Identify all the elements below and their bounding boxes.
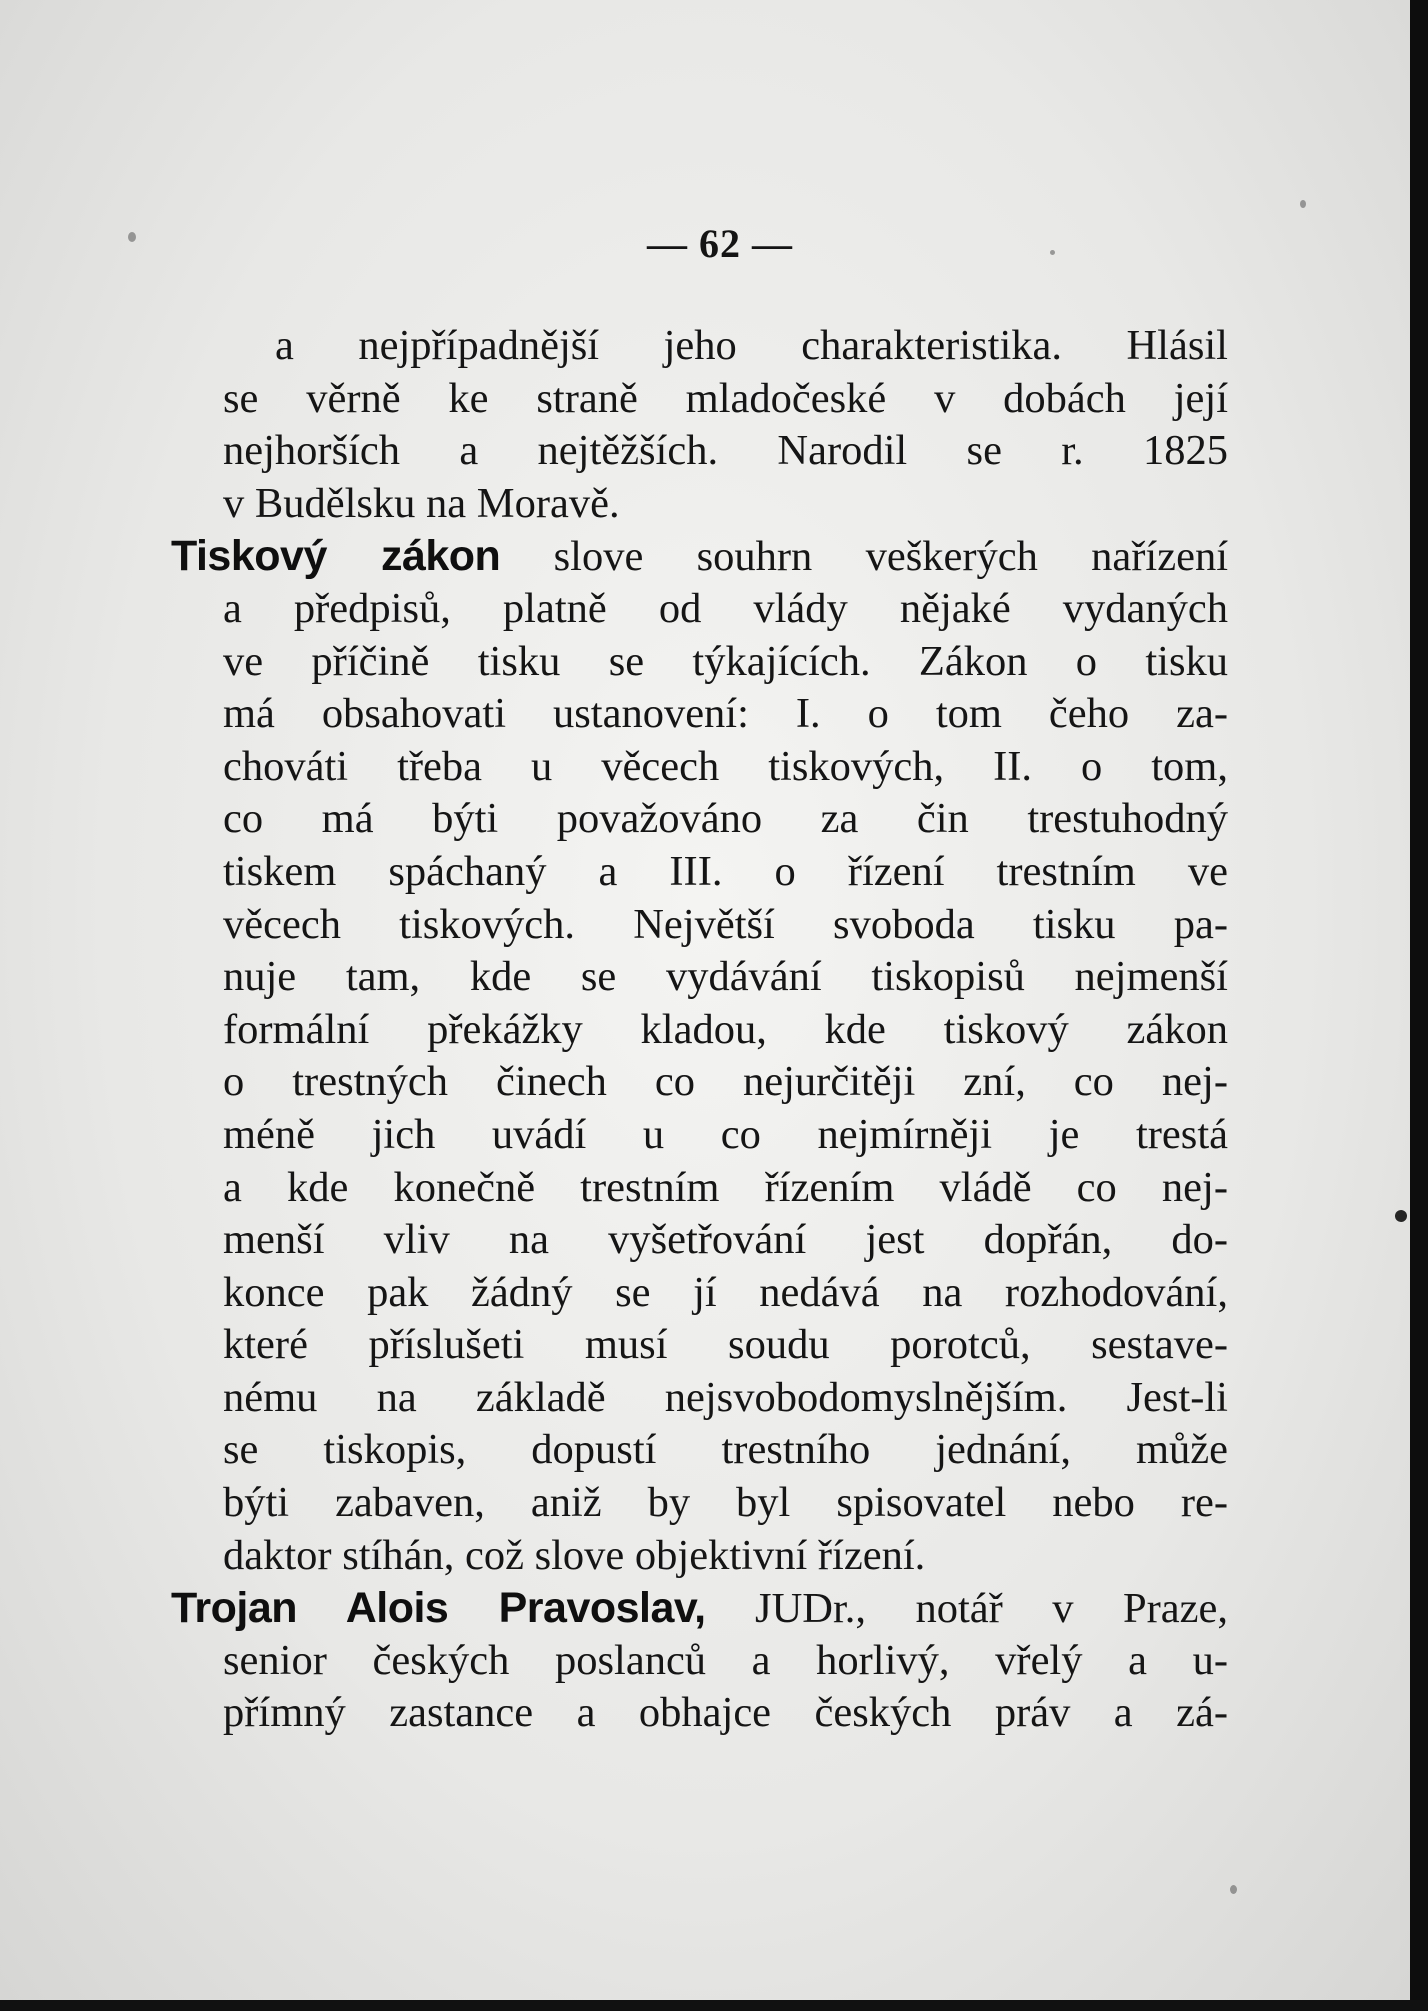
text-line: má obsahovati ustanovení: I. o tom čeho za- <box>223 690 1228 738</box>
text-line: daktor stíhán, což slove objektivní řízení. <box>223 1531 926 1579</box>
text-line: chováti třeba u věcech tiskových, II. o tom, <box>223 742 1228 790</box>
scan-edge-right <box>1410 0 1428 2011</box>
text-line: formální překážky kladou, kde tiskový zákon <box>223 1005 1228 1053</box>
text-line: a nejpřípadnější jeho charakteristika. Hlásil <box>275 322 1228 369</box>
text-line: se tiskopis, dopustí trestního jednání, může <box>223 1426 1228 1474</box>
text-line: menší vliv na vyšetřování jest dopřán, do- <box>223 1216 1228 1264</box>
body-text <box>171 320 1228 1740</box>
text-line: které příslušeti musí soudu porotců, sestave- <box>223 1321 1228 1369</box>
entry-headword: Trojan Alois Pravoslav, <box>171 1584 706 1633</box>
entry-first-line <box>171 1582 1228 1635</box>
text-line: v Budělsku na Moravě. <box>223 479 620 527</box>
print-speck <box>1050 250 1055 255</box>
entry-first-line-rest: slove souhrn veškerých nařízení <box>500 533 1228 581</box>
page-number: — 62 — <box>647 221 793 266</box>
entry-first-line-rest: JUDr., notář v Praze, <box>705 1585 1228 1633</box>
text-line: tiskem spáchaný a III. o řízení trestním ve <box>223 847 1228 895</box>
text-line: méně jich uvádí u co nejmírněji je trestá <box>223 1110 1228 1158</box>
text-line: přímný zastance a obhajce českých práv a zá- <box>223 1689 1228 1737</box>
print-speck <box>128 232 136 242</box>
text-line: a předpisů, platně od vlády nějaké vydaných <box>223 584 1228 632</box>
text-line: se věrně ke straně mladočeské v dobách její <box>223 374 1228 422</box>
text-line: o trestných činech co nejurčitěji zní, co nej- <box>223 1058 1228 1106</box>
entry-headword: Tiskový zákon <box>171 532 501 581</box>
text-line: senior českých poslanců a horlivý, vřelý a u- <box>223 1636 1228 1684</box>
print-speck <box>1300 200 1306 208</box>
text-line: ve příčině tisku se týkajících. Zákon o tisku <box>223 637 1228 685</box>
text-line: věcech tiskových. Největší svoboda tisku pa- <box>223 900 1228 948</box>
text-line: co má býti považováno za čin trestuhodný <box>223 795 1228 843</box>
text-line: a kde konečně trestním řízením vládě co nej- <box>223 1163 1228 1211</box>
print-speck <box>1230 1885 1237 1894</box>
scan-edge-bottom <box>0 2000 1428 2011</box>
entry-first-line <box>171 530 1228 583</box>
text-line: nuje tam, kde se vydávání tiskopisů nejmenší <box>223 953 1228 1001</box>
text-line: nému na základě nejsvobodomyslnějším. Jest-li <box>223 1373 1228 1421</box>
print-speck <box>1395 1210 1407 1222</box>
text-line: konce pak žádný se jí nedává na rozhodování, <box>223 1268 1228 1316</box>
text-line: býti zabaven, aniž by byl spisovatel nebo re- <box>223 1479 1228 1527</box>
text-line: nejhorších a nejtěžších. Narodil se r. 1825 <box>223 427 1228 475</box>
